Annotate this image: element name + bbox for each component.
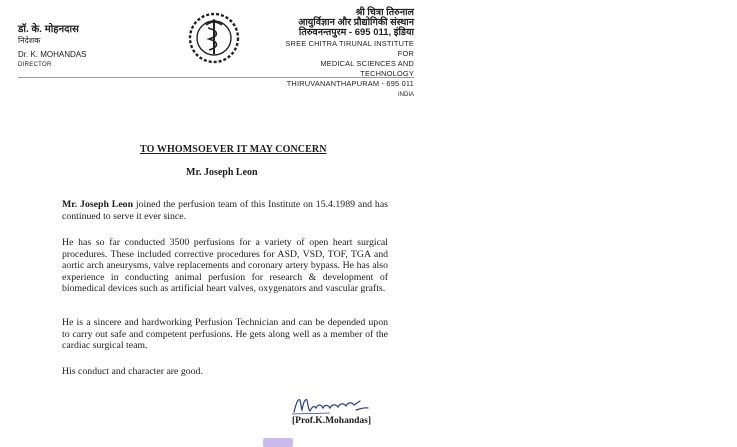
header-divider <box>18 77 414 78</box>
letter-subject-name: Mr. Joseph Leon <box>186 167 258 178</box>
institute-name-line-2: MEDICAL SCIENCES AND TECHNOLOGY <box>320 59 414 79</box>
letter-heading: TO WHOMSOEVER IT MAY CONCERN <box>140 144 327 155</box>
paragraph-2: He has so far conducted 3500 perfusions for a variety of open heart surgical procedures. These included corrective procedures for ASD, VSD, TOF, TGA and aortic arch aneurysms, valve replacements and coronary artery bypass. He has also experience in conducting animal perfusion for research & development of biomedical devices such as artificial heart valves, oxygenators and vascular grafts. <box>62 237 388 295</box>
header-left <box>18 24 86 71</box>
director-title: DIRECTOR <box>18 62 52 68</box>
institute-city: THIRUVANANTHAPURAM - 695 011 <box>286 79 414 89</box>
director-name-devanagari: डॉ. के. मोहनदास <box>18 24 79 35</box>
institute-name-devanagari-1: श्री चित्रा तिरुनाल <box>355 7 414 18</box>
paragraph-1-text: joined the perfusion team of this Institute on 15.4.1989 and has continued to serve it ever since. <box>62 199 388 222</box>
signatory-name: [Prof.K.Mohandas] <box>292 416 371 426</box>
paragraph-3: He is a sincere and hardworking Perfusion Technician and can be depended upon to carry out safe and competent perfusions. He gets along well as a member of the cardiac surgical team. <box>62 317 388 352</box>
paragraph-1 <box>62 199 388 222</box>
header-right <box>268 8 414 100</box>
stamp-mark <box>263 438 293 447</box>
institute-emblem-icon <box>188 12 240 64</box>
paragraph-4: His conduct and character are good. <box>62 366 203 377</box>
institute-name-devanagari-2: आयुर्विज्ञान और प्रौद्योगिकी संस्थान <box>298 17 414 29</box>
handwritten-signature <box>290 394 372 416</box>
director-title-devanagari: निदेशक <box>18 36 41 45</box>
institute-name-line-1: SREE CHITRA TIRUNAL INSTITUTE FOR <box>285 38 414 58</box>
director-name: Dr. K. MOHANDAS <box>18 50 87 59</box>
institute-country: INDIA <box>397 91 414 98</box>
paragraph-1-name: Mr. Joseph Leon <box>62 199 134 210</box>
institute-address-devanagari: तिरुवनन्तपुरम - 695 011, इंडिया <box>298 27 414 39</box>
